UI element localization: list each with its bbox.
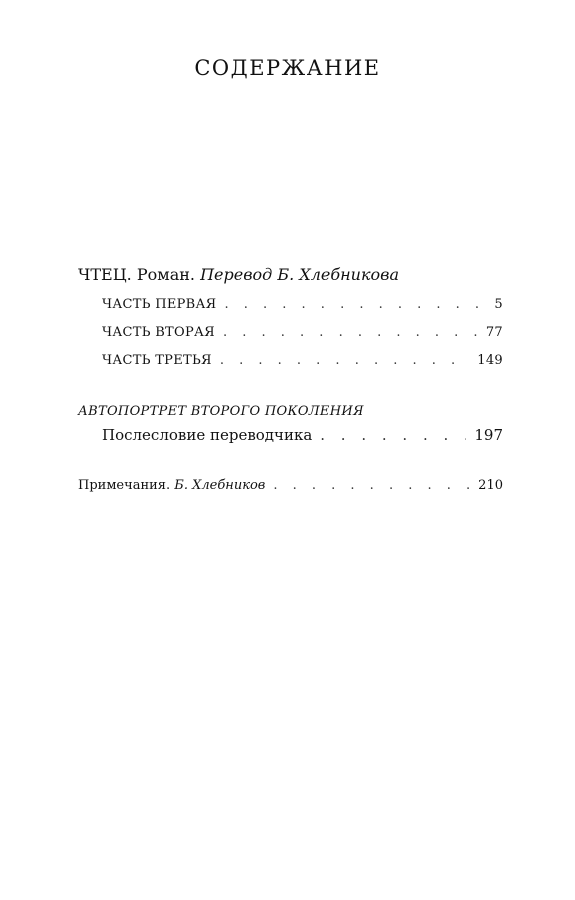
- toc-entry-label: ЧАСТЬ ПЕРВАЯ: [102, 297, 217, 312]
- toc-entry-page: 197: [474, 426, 503, 444]
- dot-leader: [220, 353, 469, 368]
- toc-entry-page: 77: [485, 325, 503, 340]
- page-title: СОДЕРЖАНИЕ: [194, 56, 381, 80]
- toc-entry-label: ЧАСТЬ ТРЕТЬЯ: [102, 353, 212, 368]
- toc-entry-page: 210: [478, 478, 503, 493]
- notes-label: Примечания.: [78, 478, 171, 493]
- toc-entry-label: [78, 478, 265, 493]
- toc-entry-afterword[interactable]: [102, 426, 503, 444]
- toc-entry-page: 5: [494, 297, 503, 312]
- toc-entry-part-two[interactable]: [102, 325, 503, 340]
- toc-entry-notes[interactable]: [78, 478, 503, 493]
- novel-translation-credit: Перевод Б. Хлебникова: [200, 265, 400, 284]
- dot-leader: [320, 426, 466, 444]
- toc-entry-part-three[interactable]: [102, 353, 503, 368]
- toc-entry-label: ЧАСТЬ ВТОРАЯ: [102, 325, 215, 340]
- novel-title: ЧТЕЦ. Роман.: [78, 265, 195, 284]
- essay-heading: АВТОПОРТРЕТ ВТОРОГО ПОКОЛЕНИЯ: [78, 404, 364, 419]
- novel-heading: [78, 265, 399, 284]
- dot-leader: [223, 325, 478, 340]
- notes-author: Б. Хлебников: [174, 478, 266, 493]
- toc-entry-label: Послесловие переводчика: [102, 426, 313, 444]
- toc-entry-part-one[interactable]: [102, 297, 503, 312]
- dot-leader: [224, 297, 486, 312]
- dot-leader: [273, 478, 470, 493]
- toc-entry-page: 149: [477, 353, 503, 368]
